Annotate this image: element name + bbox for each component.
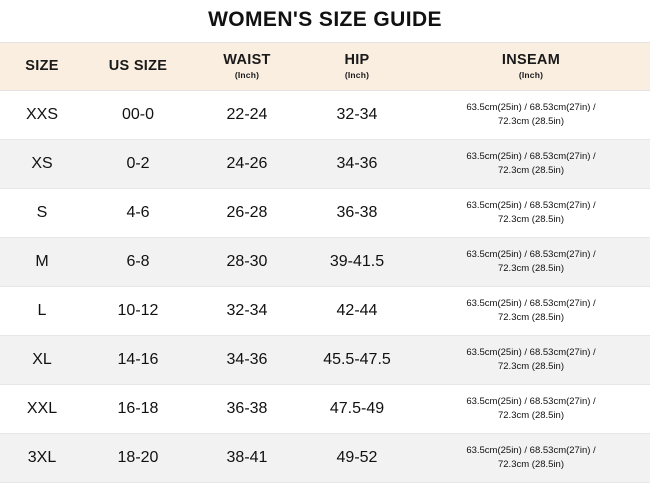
table-body — [0, 91, 650, 483]
column-header-waist-label: WAIST — [223, 51, 271, 68]
column-header-size — [0, 43, 84, 91]
cell-inseam — [412, 238, 650, 287]
column-header-waist-unit: (Inch) — [234, 70, 260, 81]
cell-size: XXS — [0, 91, 84, 140]
cell-us-size: 18-20 — [84, 434, 192, 483]
cell-inseam-line-2: 72.3cm (28.5in) — [497, 116, 564, 127]
cell-inseam — [412, 385, 650, 434]
cell-inseam-line-1: 63.5cm(25in) / 68.53cm(27in) / — [466, 347, 596, 359]
cell-size: XL — [0, 336, 84, 385]
column-header-us-size — [84, 43, 192, 91]
table-row — [0, 385, 650, 434]
table-row — [0, 336, 650, 385]
page-title: WOMEN'S SIZE GUIDE — [208, 8, 442, 31]
cell-size: M — [0, 238, 84, 287]
table-header-row — [0, 43, 650, 91]
cell-hip: 32-34 — [302, 91, 412, 140]
cell-inseam-line-1: 63.5cm(25in) / 68.53cm(27in) / — [466, 298, 596, 310]
cell-hip: 49-52 — [302, 434, 412, 483]
cell-us-size: 16-18 — [84, 385, 192, 434]
cell-size: XS — [0, 140, 84, 189]
table-row — [0, 140, 650, 189]
column-header-hip-label: HIP — [344, 51, 370, 68]
cell-inseam — [412, 287, 650, 336]
column-header-size-label: SIZE — [25, 57, 59, 74]
cell-inseam-line-2: 72.3cm (28.5in) — [497, 361, 564, 372]
cell-size: L — [0, 287, 84, 336]
cell-us-size: 6-8 — [84, 238, 192, 287]
cell-inseam — [412, 140, 650, 189]
cell-inseam-line-1: 63.5cm(25in) / 68.53cm(27in) / — [466, 396, 596, 408]
cell-waist: 36-38 — [192, 385, 302, 434]
cell-inseam-line-1: 63.5cm(25in) / 68.53cm(27in) / — [466, 200, 596, 212]
column-header-inseam — [412, 43, 650, 91]
cell-waist: 22-24 — [192, 91, 302, 140]
cell-inseam — [412, 336, 650, 385]
cell-hip: 42-44 — [302, 287, 412, 336]
cell-inseam-line-2: 72.3cm (28.5in) — [497, 214, 564, 225]
cell-inseam — [412, 91, 650, 140]
cell-us-size: 00-0 — [84, 91, 192, 140]
cell-inseam-line-2: 72.3cm (28.5in) — [497, 263, 564, 274]
table-header — [0, 43, 650, 91]
cell-inseam-line-1: 63.5cm(25in) / 68.53cm(27in) / — [466, 151, 596, 163]
cell-us-size: 4-6 — [84, 189, 192, 238]
cell-size: S — [0, 189, 84, 238]
column-header-hip — [302, 43, 412, 91]
cell-inseam-line-2: 72.3cm (28.5in) — [497, 459, 564, 470]
cell-inseam-line-2: 72.3cm (28.5in) — [497, 165, 564, 176]
cell-waist: 38-41 — [192, 434, 302, 483]
cell-hip: 36-38 — [302, 189, 412, 238]
cell-inseam-line-2: 72.3cm (28.5in) — [497, 410, 564, 421]
column-header-inseam-unit: (Inch) — [518, 70, 544, 81]
cell-inseam-line-1: 63.5cm(25in) / 68.53cm(27in) / — [466, 102, 596, 114]
cell-hip: 39-41.5 — [302, 238, 412, 287]
cell-inseam-line-2: 72.3cm (28.5in) — [497, 312, 564, 323]
cell-us-size: 0-2 — [84, 140, 192, 189]
table-row — [0, 434, 650, 483]
cell-inseam — [412, 434, 650, 483]
cell-inseam-line-1: 63.5cm(25in) / 68.53cm(27in) / — [466, 249, 596, 261]
column-header-inseam-label: INSEAM — [501, 51, 561, 68]
table-row — [0, 287, 650, 336]
cell-waist: 24-26 — [192, 140, 302, 189]
size-guide-table — [0, 42, 650, 483]
cell-inseam-line-1: 63.5cm(25in) / 68.53cm(27in) / — [466, 445, 596, 457]
table-row — [0, 238, 650, 287]
table-row — [0, 189, 650, 238]
table-row — [0, 91, 650, 140]
cell-inseam — [412, 189, 650, 238]
cell-us-size: 14-16 — [84, 336, 192, 385]
cell-hip: 34-36 — [302, 140, 412, 189]
cell-us-size: 10-12 — [84, 287, 192, 336]
cell-size: XXL — [0, 385, 84, 434]
cell-hip: 47.5-49 — [302, 385, 412, 434]
column-header-us-size-label: US SIZE — [108, 57, 168, 74]
cell-waist: 34-36 — [192, 336, 302, 385]
column-header-waist — [192, 43, 302, 91]
cell-waist: 32-34 — [192, 287, 302, 336]
cell-waist: 26-28 — [192, 189, 302, 238]
cell-waist: 28-30 — [192, 238, 302, 287]
column-header-hip-unit: (Inch) — [344, 70, 370, 81]
cell-hip: 45.5-47.5 — [302, 336, 412, 385]
cell-size: 3XL — [0, 434, 84, 483]
